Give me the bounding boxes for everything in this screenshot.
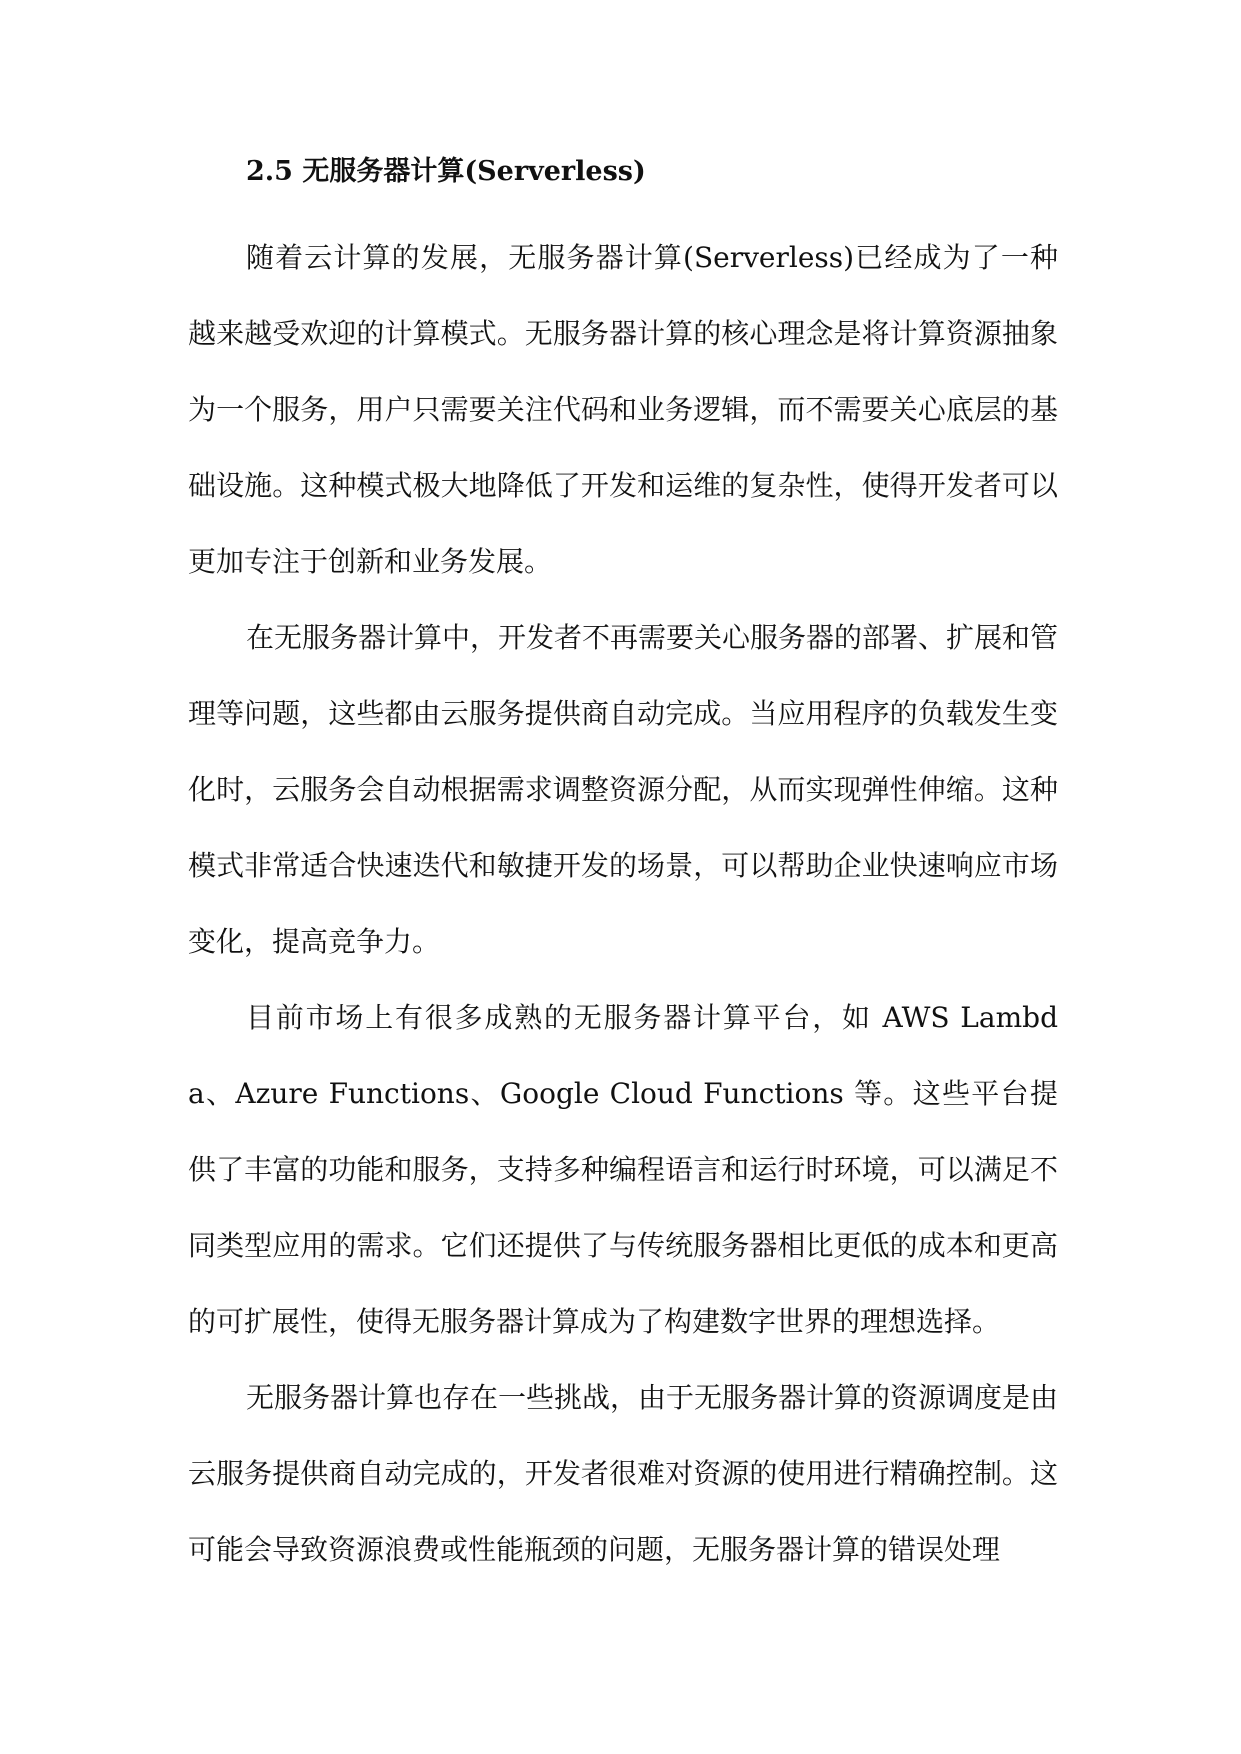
paragraph-challenges: 无服务器计算也存在一些挑战，由于无服务器计算的资源调度是由云服务提供商自动完成的，开发者很难对资源的使用进行精确控制。这可能会导致资源浪费或性能瓶颈的问题，无服务器计算的错误处理 bbox=[188, 1381, 1059, 1566]
paragraph-intro: 随着云计算的发展，无服务器计算(Serverless)已经成为了一种越来越受欢迎的计算模式。无服务器计算的核心理念是将计算资源抽象为一个服务，用户只需要关注代码和业务逻辑，而不需要关心底层的基础设施。这种模式极大地降低了开发和运维的复杂性，使得开发者可以更加专注于创新和业务发展。 bbox=[188, 241, 1058, 578]
document-body bbox=[188, 150, 1058, 1588]
paragraph-auto-scaling: 在无服务器计算中，开发者不再需要关心服务器的部署、扩展和管理等问题，这些都由云服务提供商自动完成。当应用程序的负载发生变化时，云服务会自动根据需求调整资源分配，从而实现弹性伸缩。这种模式非常适合快速迭代和敏捷开发的场景，可以帮助企业快速响应市场变化，提高竞争力。 bbox=[188, 621, 1059, 958]
section-heading: 2.5 无服务器计算(Serverless) bbox=[246, 156, 646, 187]
paragraph-platforms: 目前市场上有很多成熟的无服务器计算平台，如 AWS Lambda、Azure Functions、Google Cloud Functions 等。这些平台提供了丰富的功能和服务，支持多种编程语言和运行时环境，可以满足不同类型应用的需求。它们还提供了与传统服务器相比更低的成本和更高的可扩展性，使得无服务器计算成为了构建数字世界的理想选择。 bbox=[188, 1001, 1058, 1338]
